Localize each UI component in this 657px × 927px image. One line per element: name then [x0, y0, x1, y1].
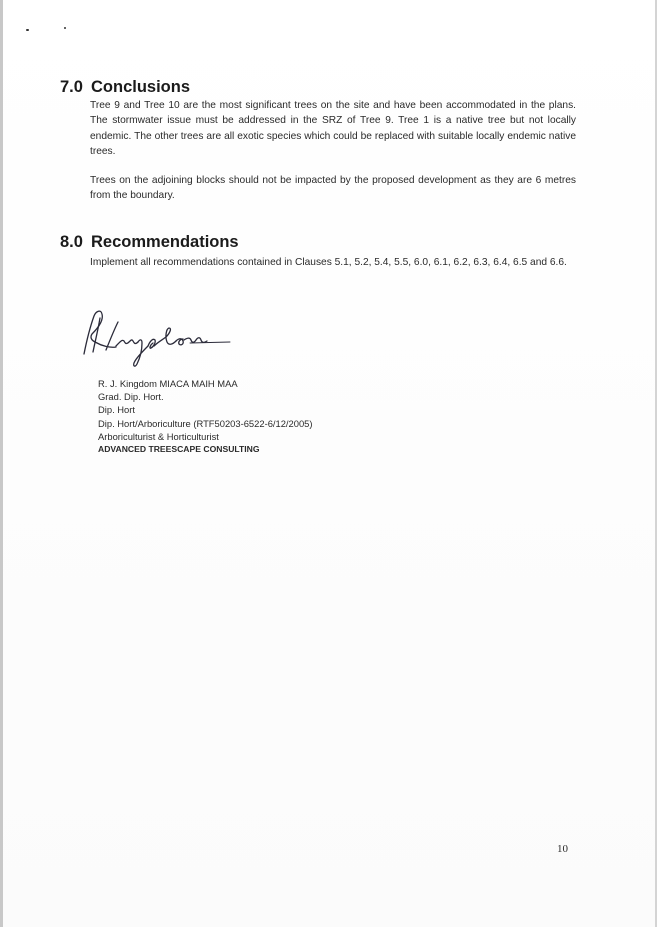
conclusions-paragraph-2: Trees on the adjoining blocks should not be impacted by the proposed development as they are 6 metres from the boundary. — [90, 175, 576, 202]
scan-edge-left — [0, 0, 3, 927]
conclusions-heading — [60, 77, 190, 97]
recommendations-heading — [60, 232, 239, 252]
section-number: 8.0 — [60, 233, 83, 251]
scan-dot — [26, 29, 29, 31]
signatory-name: R. J. Kingdom MIACA MAIH MAA — [98, 378, 238, 389]
signatory-credential: Dip. Hort — [98, 404, 135, 416]
scan-dot — [64, 27, 66, 29]
conclusions-paragraph-1: Tree 9 and Tree 10 are the most significant trees on the site and have been accommodated in the plans. The stormwater issue must be addressed in the SRZ of Tree 9. Tree 1 is a native tree but not locally endemic. The other trees are all exotic species which could be replaced with suitable locally endemic native trees. — [90, 100, 576, 158]
section-title: Recommendations — [91, 233, 239, 251]
section-title: Conclusions — [91, 78, 191, 96]
signatory-credential: Grad. Dip. Hort. — [98, 391, 164, 403]
recommendations-paragraph-1: Implement all recommendations contained in Clauses 5.1, 5.2, 5.4, 5.5, 6.0, 6.1, 6.2, 6.3, 6.4, 6.5 and 6.6. — [90, 257, 567, 268]
handwritten-signature — [80, 306, 240, 376]
signatory-credential: Dip. Hort/Arboriculture (RTF50203-6522-6/12/2005) — [98, 417, 313, 429]
signatory-role: Arboriculturist & Horticulturist — [98, 430, 219, 442]
page-number: 10 — [557, 843, 568, 855]
company-name: ADVANCED TREESCAPE CONSULTING — [98, 444, 260, 455]
signature-block — [98, 377, 313, 456]
section-number: 7.0 — [60, 78, 83, 96]
